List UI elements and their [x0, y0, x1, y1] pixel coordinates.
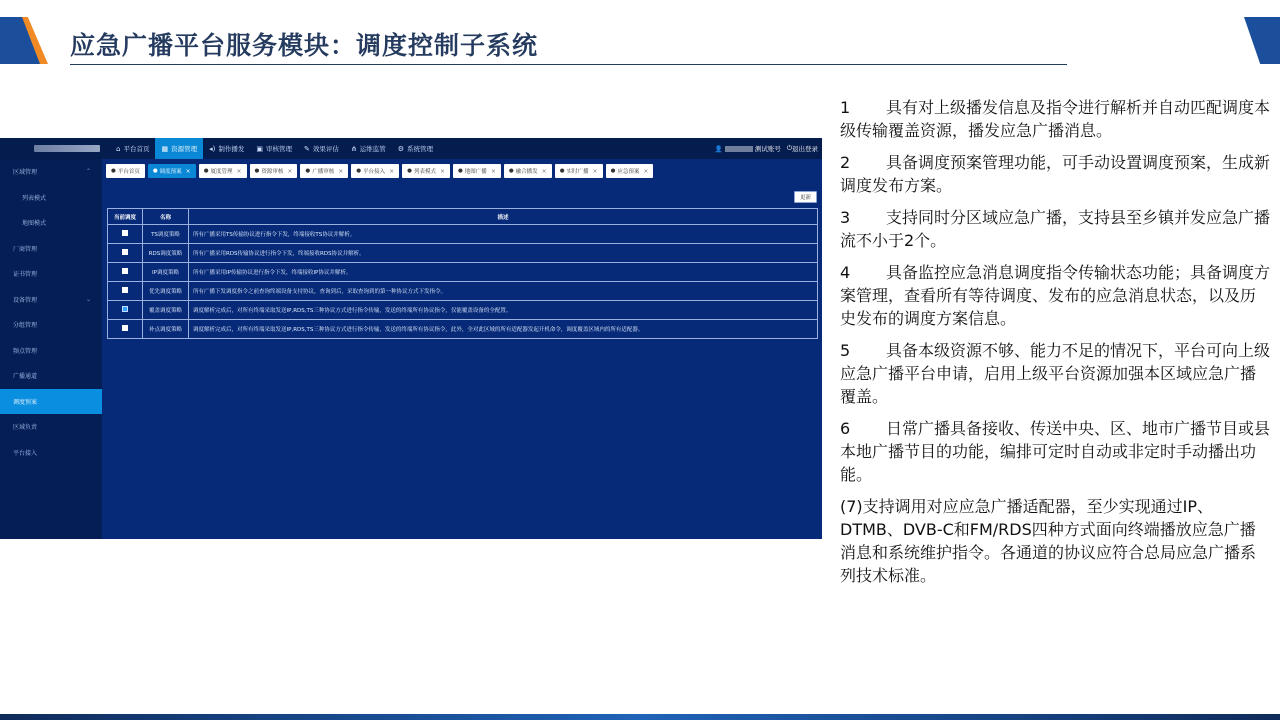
user-account-label[interactable]: 测试账号	[754, 145, 781, 153]
app-top-nav	[0, 138, 822, 159]
point-text: 日常广播具备接收、传送中央、区、地市广播节目或县本地广播节目的功能，编排可定时自动或非定时手动播出功能。	[840, 419, 1271, 484]
nav-icon: ⌂	[116, 144, 121, 153]
chevron-icon[interactable]: ⌃	[85, 168, 91, 176]
tab-label: 调度预案	[159, 169, 182, 175]
sidebar-item-label: 区域负责	[13, 424, 38, 432]
tab-dot-icon: ●	[559, 168, 565, 174]
feature-list	[840, 96, 1270, 596]
logout-link[interactable]: 退出登录	[792, 145, 818, 153]
strategy-desc: 调度解析完成后，对所有终端采取发送IP,RDS,TS三种协议方式进行指令传输，发送的终端所有协议指令，此外，全对此区域的所有适配器发起开机命令，调度覆盖区域内的所有适配器。	[189, 320, 818, 339]
current-checkbox[interactable]	[122, 268, 128, 274]
current-cell	[108, 244, 143, 263]
nav-item-2[interactable]	[203, 138, 250, 159]
tab-label: 地图广播	[464, 169, 487, 175]
strategy-desc: 所有广播采用IP传输协议进行指令下发，终端接收IP协议并解析。	[189, 263, 818, 282]
current-checkbox[interactable]	[122, 249, 128, 255]
nav-menu	[110, 138, 439, 159]
slide-title: 应急广播平台服务模块：调度控制子系统	[70, 31, 539, 60]
strategy-name: TS调度策略	[143, 225, 189, 244]
tab-label: 厦度管理	[210, 169, 233, 175]
tab-close-icon[interactable]: ×	[389, 167, 395, 175]
tab-label: 实时广播	[566, 169, 589, 175]
tab-dot-icon: ●	[203, 168, 209, 174]
point-number: 4	[840, 263, 851, 282]
current-checkbox[interactable]	[122, 306, 128, 312]
nav-item-0[interactable]	[110, 138, 155, 159]
title-divider	[70, 64, 1067, 65]
nav-label: 审核管理	[265, 145, 292, 153]
tab-label: 资源审核	[261, 169, 284, 175]
table-row	[108, 225, 818, 244]
tab-2[interactable]	[199, 164, 247, 178]
strategy-name: 覆盖调度策略	[143, 301, 189, 320]
feature-point-3	[840, 206, 1270, 252]
nav-label: 运维监管	[359, 145, 386, 153]
tab-dot-icon: ●	[356, 168, 362, 174]
point-number: 2	[840, 153, 851, 172]
point-number: 5	[840, 341, 851, 360]
tab-3[interactable]	[250, 164, 298, 178]
nav-icon: ▦	[161, 144, 169, 153]
strategy-name: IP调度策略	[143, 263, 189, 282]
corner-decoration-blue-right	[1244, 17, 1280, 64]
point-text: 具备监控应急消息调度指令传输状态功能；具备调度方案管理，查看所有等待调度、发布的应急消息状态，以及历史发布的调度方案信息。	[840, 263, 1271, 328]
tab-5[interactable]	[351, 164, 399, 178]
tab-close-icon[interactable]: ×	[185, 167, 191, 175]
tab-label: 平台首页	[117, 169, 140, 175]
nav-label: 平台首页	[123, 145, 150, 153]
tab-label: 应急预案	[617, 169, 640, 175]
tab-close-icon[interactable]: ×	[439, 167, 445, 175]
current-cell	[108, 320, 143, 339]
feature-point-1	[840, 96, 1270, 142]
point-text: 支持同时分区域应急广播，支持县至乡镇并发应急广播流不小于2个。	[840, 208, 1271, 250]
tab-dot-icon: ●	[254, 168, 260, 174]
nav-icon: ◂)	[209, 144, 216, 153]
nav-icon: ✎	[303, 144, 310, 153]
user-icon: 👤	[714, 144, 723, 153]
table-row	[108, 263, 818, 282]
tab-8[interactable]	[504, 164, 552, 178]
sidebar-item-11[interactable]	[0, 440, 102, 466]
tab-close-icon[interactable]: ×	[338, 167, 344, 175]
table-header-name: 名称	[143, 209, 189, 225]
nav-label: 系统管理	[406, 145, 433, 153]
sidebar-item-9[interactable]	[0, 389, 102, 415]
sidebar-item-label: 列表模式	[22, 194, 47, 202]
sidebar-item-10[interactable]	[0, 414, 102, 440]
tab-close-icon[interactable]: ×	[236, 167, 242, 175]
point-number: 3	[840, 208, 851, 227]
point-text: 具有对上级播发信息及指令进行解析并自动匹配调度本级传输覆盖资源，播发应急广播消息。	[840, 98, 1271, 140]
tab-close-icon[interactable]: ×	[643, 167, 649, 175]
strategy-desc: 所有广播下发调度指令之前查询终端设备支持协议，查询到后，采取查询到的第一种协议方式下发指令。	[189, 282, 818, 301]
sidebar-item-label: 广播通道	[13, 373, 38, 381]
nav-item-5[interactable]	[345, 138, 392, 159]
user-area	[715, 144, 822, 153]
current-cell	[108, 263, 143, 282]
point-text: (7)支持调用对应应急广播适配器，至少实现通过IP、DTMB、DVB-C和FM/RDS四种方式面向终端播放应急广播消息和系统维护指令。各通道的协议应符合总局应急广播系列技术标准。	[840, 497, 1257, 585]
point-number: 1	[840, 98, 851, 117]
tab-dot-icon: ●	[305, 168, 311, 174]
table-header-desc: 描述	[189, 209, 818, 225]
sidebar-item-label: 区域管理	[13, 169, 38, 177]
table-row	[108, 282, 818, 301]
tab-dot-icon: ●	[457, 168, 463, 174]
sidebar-item-label: 频点管理	[13, 347, 38, 355]
sidebar-item-6[interactable]	[0, 312, 102, 338]
tab-close-icon[interactable]: ×	[287, 167, 293, 175]
current-checkbox[interactable]	[122, 325, 128, 331]
sidebar-item-label: 设备管理	[13, 296, 38, 304]
user-name-blurred	[725, 146, 753, 152]
nav-icon: ▣	[256, 144, 263, 153]
sidebar-item-8[interactable]	[0, 363, 102, 389]
table-row	[108, 320, 818, 339]
nav-label: 资源管理	[171, 145, 198, 153]
feature-point-2	[840, 151, 1270, 197]
tab-7[interactable]	[453, 164, 501, 178]
app-screenshot	[0, 138, 822, 539]
current-checkbox[interactable]	[122, 230, 128, 236]
tab-6[interactable]	[402, 164, 450, 178]
tab-dot-icon: ●	[111, 168, 116, 174]
sidebar-item-label: 调度预案	[13, 398, 38, 406]
app-sidebar	[0, 159, 102, 539]
feature-point-5	[840, 339, 1270, 408]
sidebar-item-2[interactable]	[0, 210, 102, 236]
sidebar-item-label: 证书管理	[13, 271, 38, 279]
tab-10[interactable]	[606, 164, 654, 178]
bottom-bar	[0, 714, 1280, 720]
tab-0[interactable]	[106, 164, 145, 178]
nav-item-6[interactable]	[392, 138, 439, 159]
nav-item-3[interactable]	[250, 138, 298, 159]
sidebar-item-3[interactable]	[0, 236, 102, 262]
nav-icon: ⋔	[350, 144, 357, 153]
feature-point-7	[840, 495, 1270, 587]
tab-9[interactable]	[555, 164, 603, 178]
nav-label: 制作播发	[218, 145, 245, 153]
point-number: 6	[840, 419, 851, 438]
app-logo	[34, 145, 100, 152]
sidebar-item-4[interactable]	[0, 261, 102, 287]
tab-close-icon[interactable]: ×	[592, 167, 598, 175]
feature-point-6	[840, 417, 1270, 486]
tab-dot-icon: ●	[508, 168, 514, 174]
tab-close-icon[interactable]: ×	[541, 167, 547, 175]
table-row	[108, 301, 818, 320]
tab-bar	[106, 164, 656, 178]
tab-label: 广播审核	[312, 169, 335, 175]
current-cell	[108, 282, 143, 301]
tab-close-icon[interactable]: ×	[490, 167, 496, 175]
current-cell	[108, 225, 143, 244]
nav-item-4[interactable]	[298, 138, 345, 159]
tab-label: 平台接入	[363, 169, 386, 175]
nav-item-1[interactable]	[155, 138, 203, 159]
tab-label: 融合播发	[515, 169, 538, 175]
strategy-name: 优先调度策略	[143, 282, 189, 301]
strategy-desc: 调度解析完成后，对所有终端采取发送IP,RDS,TS三种协议方式进行指令传输，发送的终端所有协议指令，仅能覆盖设备的全配置。	[189, 301, 818, 320]
sidebar-item-label: 分组管理	[13, 322, 38, 330]
strategy-name: RDS调度策略	[143, 244, 189, 263]
tab-dot-icon: ●	[407, 168, 412, 174]
update-button[interactable]: 更新	[794, 191, 817, 203]
sidebar-item-5[interactable]	[0, 287, 102, 313]
strategy-desc: 所有广播采用TS传输协议进行指令下发，终端接收TS协议并解析。	[189, 225, 818, 244]
logout-icon[interactable]: ⏻	[786, 144, 792, 152]
tab-label: 列表模式	[413, 169, 436, 175]
tab-dot-icon: ●	[610, 168, 616, 174]
strategy-name: 补点调度策略	[143, 320, 189, 339]
point-text: 具备调度预案管理功能，可手动设置调度预案，生成新调度发布方案。	[840, 153, 1271, 195]
table-header-current: 当前调度	[108, 209, 143, 225]
sidebar-item-label: 平台接入	[13, 449, 38, 457]
table-row	[108, 244, 818, 263]
strategy-desc: 所有广播采用RDS传输协议进行指令下发，终端接收RDS协议并解析。	[189, 244, 818, 263]
sidebar-item-label: 厂商管理	[13, 245, 38, 253]
tab-dot-icon: ●	[152, 168, 158, 174]
chevron-icon[interactable]: ⌄	[85, 295, 91, 303]
nav-label: 效果评估	[312, 145, 339, 153]
sidebar-item-label: 地图模式	[22, 220, 47, 228]
dispatch-strategy-table	[107, 208, 818, 339]
current-cell	[108, 301, 143, 320]
sidebar-item-7[interactable]	[0, 338, 102, 364]
feature-point-4	[840, 261, 1270, 330]
tab-1[interactable]	[148, 164, 196, 178]
nav-icon: ⚙	[397, 144, 404, 153]
tab-4[interactable]	[300, 164, 348, 178]
sidebar-item-1[interactable]	[0, 185, 102, 211]
current-checkbox[interactable]	[122, 287, 128, 293]
point-text: 具备本级资源不够、能力不足的情况下，平台可向上级应急广播平台申请，启用上级平台资源加强本区域应急广播覆盖。	[840, 341, 1271, 406]
sidebar-item-0[interactable]	[0, 159, 102, 185]
